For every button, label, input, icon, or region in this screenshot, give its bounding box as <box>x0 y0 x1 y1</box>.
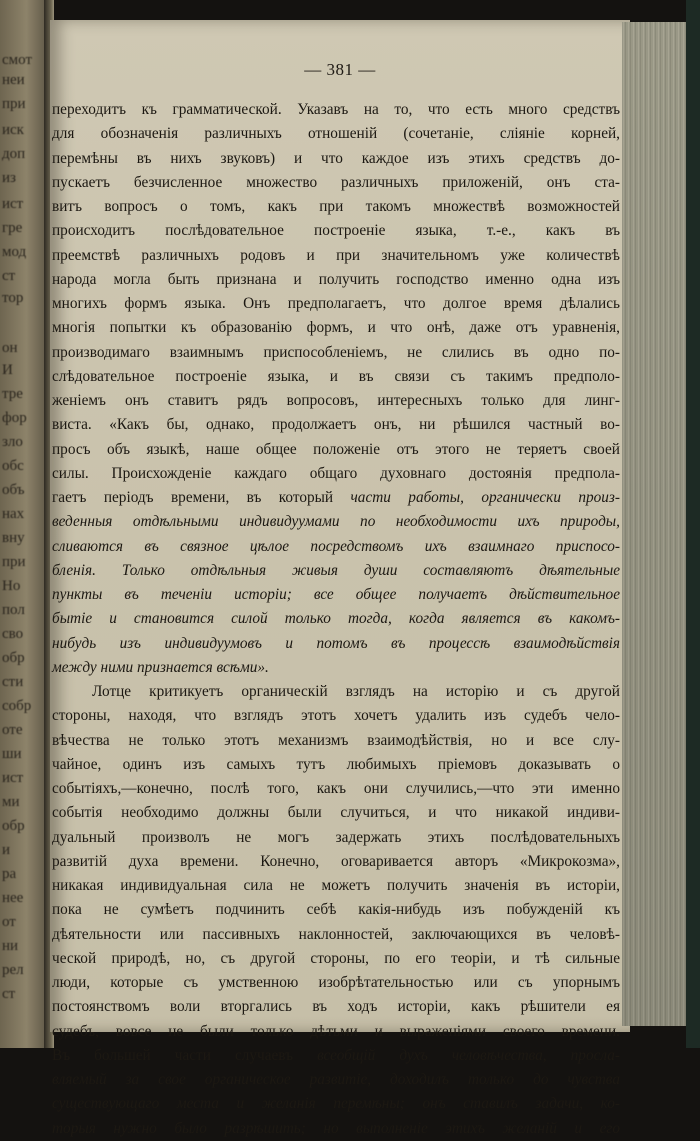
left-page-text-fragment: ра <box>2 866 17 882</box>
text-line: пока не сумѣетъ подчинить себѣ какія-нибудь изъ побужденій къ <box>52 901 620 919</box>
text-line: преемствѣ различныхъ родовъ и при значительномъ уже количествѣ <box>52 246 620 264</box>
text-line: силы. Происхожденіе каждаго общаго духовнаго достоянія предпола- <box>52 464 620 482</box>
page-number: — 381 — <box>304 60 376 79</box>
text-line: торыя нужно было разрѣшить; но выполненіе этихъ желаній и его <box>52 1119 620 1137</box>
text-line: происходитъ послѣдовательное построеніе языка, т.-е., какъ въ <box>52 222 620 240</box>
left-page-text-fragment: ист <box>2 770 24 786</box>
left-page-text-fragment: зло <box>2 434 23 450</box>
text-line: ческой природѣ, но, съ другой стороны, по его теоріи, и тѣ сильные <box>52 949 620 967</box>
left-page-text-fragment: при <box>2 96 26 112</box>
text-line: событія необходимо должны были случиться, и что никакой индиви- <box>52 804 620 822</box>
left-page-text-fragment: рел <box>2 962 24 978</box>
left-page-text-fragment: собр <box>2 698 32 714</box>
left-facing-page <box>0 0 48 1048</box>
left-page-text-fragment: оте <box>2 722 23 738</box>
left-page-text-fragment: мод <box>2 244 27 260</box>
text-line: вляемый за свое органическое развитіе, доходилъ только до чувства <box>52 1071 620 1088</box>
left-page-text-fragment: ни <box>2 938 19 954</box>
left-page-text-fragment: ст <box>2 986 16 1002</box>
page-body-text <box>52 98 620 1141</box>
left-page-text-fragment: при <box>2 554 26 570</box>
left-page-text-fragment: ст <box>2 268 16 284</box>
left-page-text-fragment: доп <box>2 146 26 162</box>
left-page-text-fragment: тре <box>2 386 23 402</box>
page-edges <box>622 22 690 1026</box>
left-page-text-fragment: объ <box>2 482 25 498</box>
left-page-text-fragment: вну <box>2 530 25 546</box>
left-page-text-fragment: пол <box>2 602 25 618</box>
text-line: событіяхъ,—конечно, послѣ того, какъ они случились,—что эти именно <box>52 780 620 797</box>
text-line: бытіе и становится силой только тогда, когда является въ какомъ- <box>52 610 620 628</box>
left-page-text-fragment: обр <box>2 650 25 666</box>
left-page-text-fragment: тор <box>2 290 24 306</box>
text-line: женіемъ онъ ставитъ рядъ вопросовъ, интересныхъ только для линг- <box>52 392 620 409</box>
left-page-text-fragment: нах <box>2 506 25 522</box>
text-line: народа могла быть признана и получить господство именно одна изъ <box>52 270 620 288</box>
text-line: витъ вопросъ о томъ, какъ при такомъ множествѣ возможностей <box>52 198 620 215</box>
text-line: пункты въ теченіи исторіи; все общее получаетъ дѣйствительное <box>52 586 620 603</box>
left-page-text-fragment: сти <box>2 674 24 690</box>
book-cover-edge <box>686 0 700 1048</box>
text-line: слѣдовательное построеніе языка, и въ связи съ такимъ предполо- <box>52 367 620 385</box>
left-page-text-fragment: Но <box>2 578 21 594</box>
left-page-text-fragment: сво <box>2 626 24 642</box>
left-page-text-fragment: и <box>2 842 11 858</box>
text-line: никакая индивидуальная сила не можетъ получить значенія въ исторіи, <box>52 877 620 894</box>
text-line: бленія. Только отдѣльныя живыя души составляютъ дѣятельные <box>52 561 620 579</box>
left-page-text-fragment: обс <box>2 458 24 474</box>
left-page-text-fragment: нее <box>2 890 24 906</box>
text-line: чайное, одинъ изъ самыхъ тутъ любимыхъ пріемовъ доказывать о <box>52 755 620 773</box>
text-line: гаетъ періодъ времени, въ который части работы, органически произ- <box>52 489 620 506</box>
book-page <box>50 20 630 1137</box>
left-page-text-fragment: ми <box>2 794 20 810</box>
text-line: просъ объ языкѣ, наше общее положеніе отъ этого не теряетъ своей <box>52 440 620 458</box>
left-page-text-fragment: ши <box>2 746 22 762</box>
text-line: Лотце критикуетъ органическій взглядъ на исторію и съ другой <box>92 683 620 700</box>
left-page-text-fragment: он <box>2 340 18 356</box>
text-line: дуальный произволъ не могъ задержать этихъ послѣдовательныхъ <box>52 828 620 846</box>
text-line: дѣятельности или пассивныхъ наклонностей, заключающихся въ человѣ- <box>52 925 620 943</box>
left-page-text-fragment: из <box>2 170 16 186</box>
text-line: судебъ, вовсе не были только дѣтьми и выраженіями своего времени. <box>52 1022 620 1040</box>
text-line: пускаетъ безчисленное множество различныхъ приложеній, онъ ста- <box>52 173 620 191</box>
text-line: люди, которые съ умственною изобрѣтательностью или съ упорнымъ <box>52 974 620 991</box>
text-line: сливаются въ связное цѣлое посредствомъ ихъ взаимнаго приспосо- <box>52 537 620 555</box>
left-page-text-fragment: иск <box>2 122 24 138</box>
left-page-text-fragment: обр <box>2 818 25 834</box>
text-line: вѣчества не только этотъ механизмъ взаимодѣйствія, но и все слу- <box>52 731 620 749</box>
left-page-text-fragment: от <box>2 914 16 930</box>
text-line: производимаго взаимнымъ приспособленіемъ, не слились въ одно по- <box>52 343 620 361</box>
text-line: для обозначенія различныхъ отношеній (сочетаніе, сліяніе корней, <box>52 125 620 143</box>
left-page-text-fragment: гре <box>2 220 23 236</box>
text-line: многія попытки къ образованію формъ, и что онѣ, даже отъ уравненія, <box>52 319 620 337</box>
text-line: нибудь изъ индивидуумовъ и потомъ въ процессѣ взаимодѣйствія <box>52 634 620 652</box>
left-page-text-fragment: фор <box>2 410 27 426</box>
left-page-text-fragment: неи <box>2 72 25 88</box>
text-line: постоянствомъ воли вторгались въ ходъ исторіи, какъ рѣшители ея <box>52 998 620 1016</box>
text-line: развитій духа времени. Конечно, оговаривается авторъ «Микрокозма», <box>52 852 620 870</box>
text-line: веденныя отдѣльными индивидуумами по необходимости ихъ природы, <box>52 513 620 531</box>
text-line: виста. «Какъ бы, однако, продолжаетъ онъ, ни рѣшился частный во- <box>52 416 620 434</box>
text-line: существующаго места и желанія перемѣны; онъ ставилъ задачи, ко- <box>52 1095 620 1113</box>
left-page-text-fragment: смот <box>2 52 33 68</box>
text-line: стороны, находя, что взглядъ этотъ хочетъ удалить изъ судебъ чело- <box>52 707 620 725</box>
text-line: Въ большей части случаевъ всеобщій духъ человѣчества, просла- <box>52 1046 620 1064</box>
left-page-text-fragment: ист <box>2 196 24 212</box>
left-page-text-fragment: И <box>2 362 13 378</box>
text-line: перемѣны въ нихъ звуковъ) и что каждое изъ этихъ средствъ до- <box>52 149 620 167</box>
text-line: многихъ формъ языка. Онъ предполагаетъ, что долгое время дѣлались <box>52 295 620 312</box>
text-line: переходитъ къ грамматической. Указавъ на то, что есть много средствъ <box>52 101 620 118</box>
text-line: между ними признается всѣми». <box>52 658 269 676</box>
